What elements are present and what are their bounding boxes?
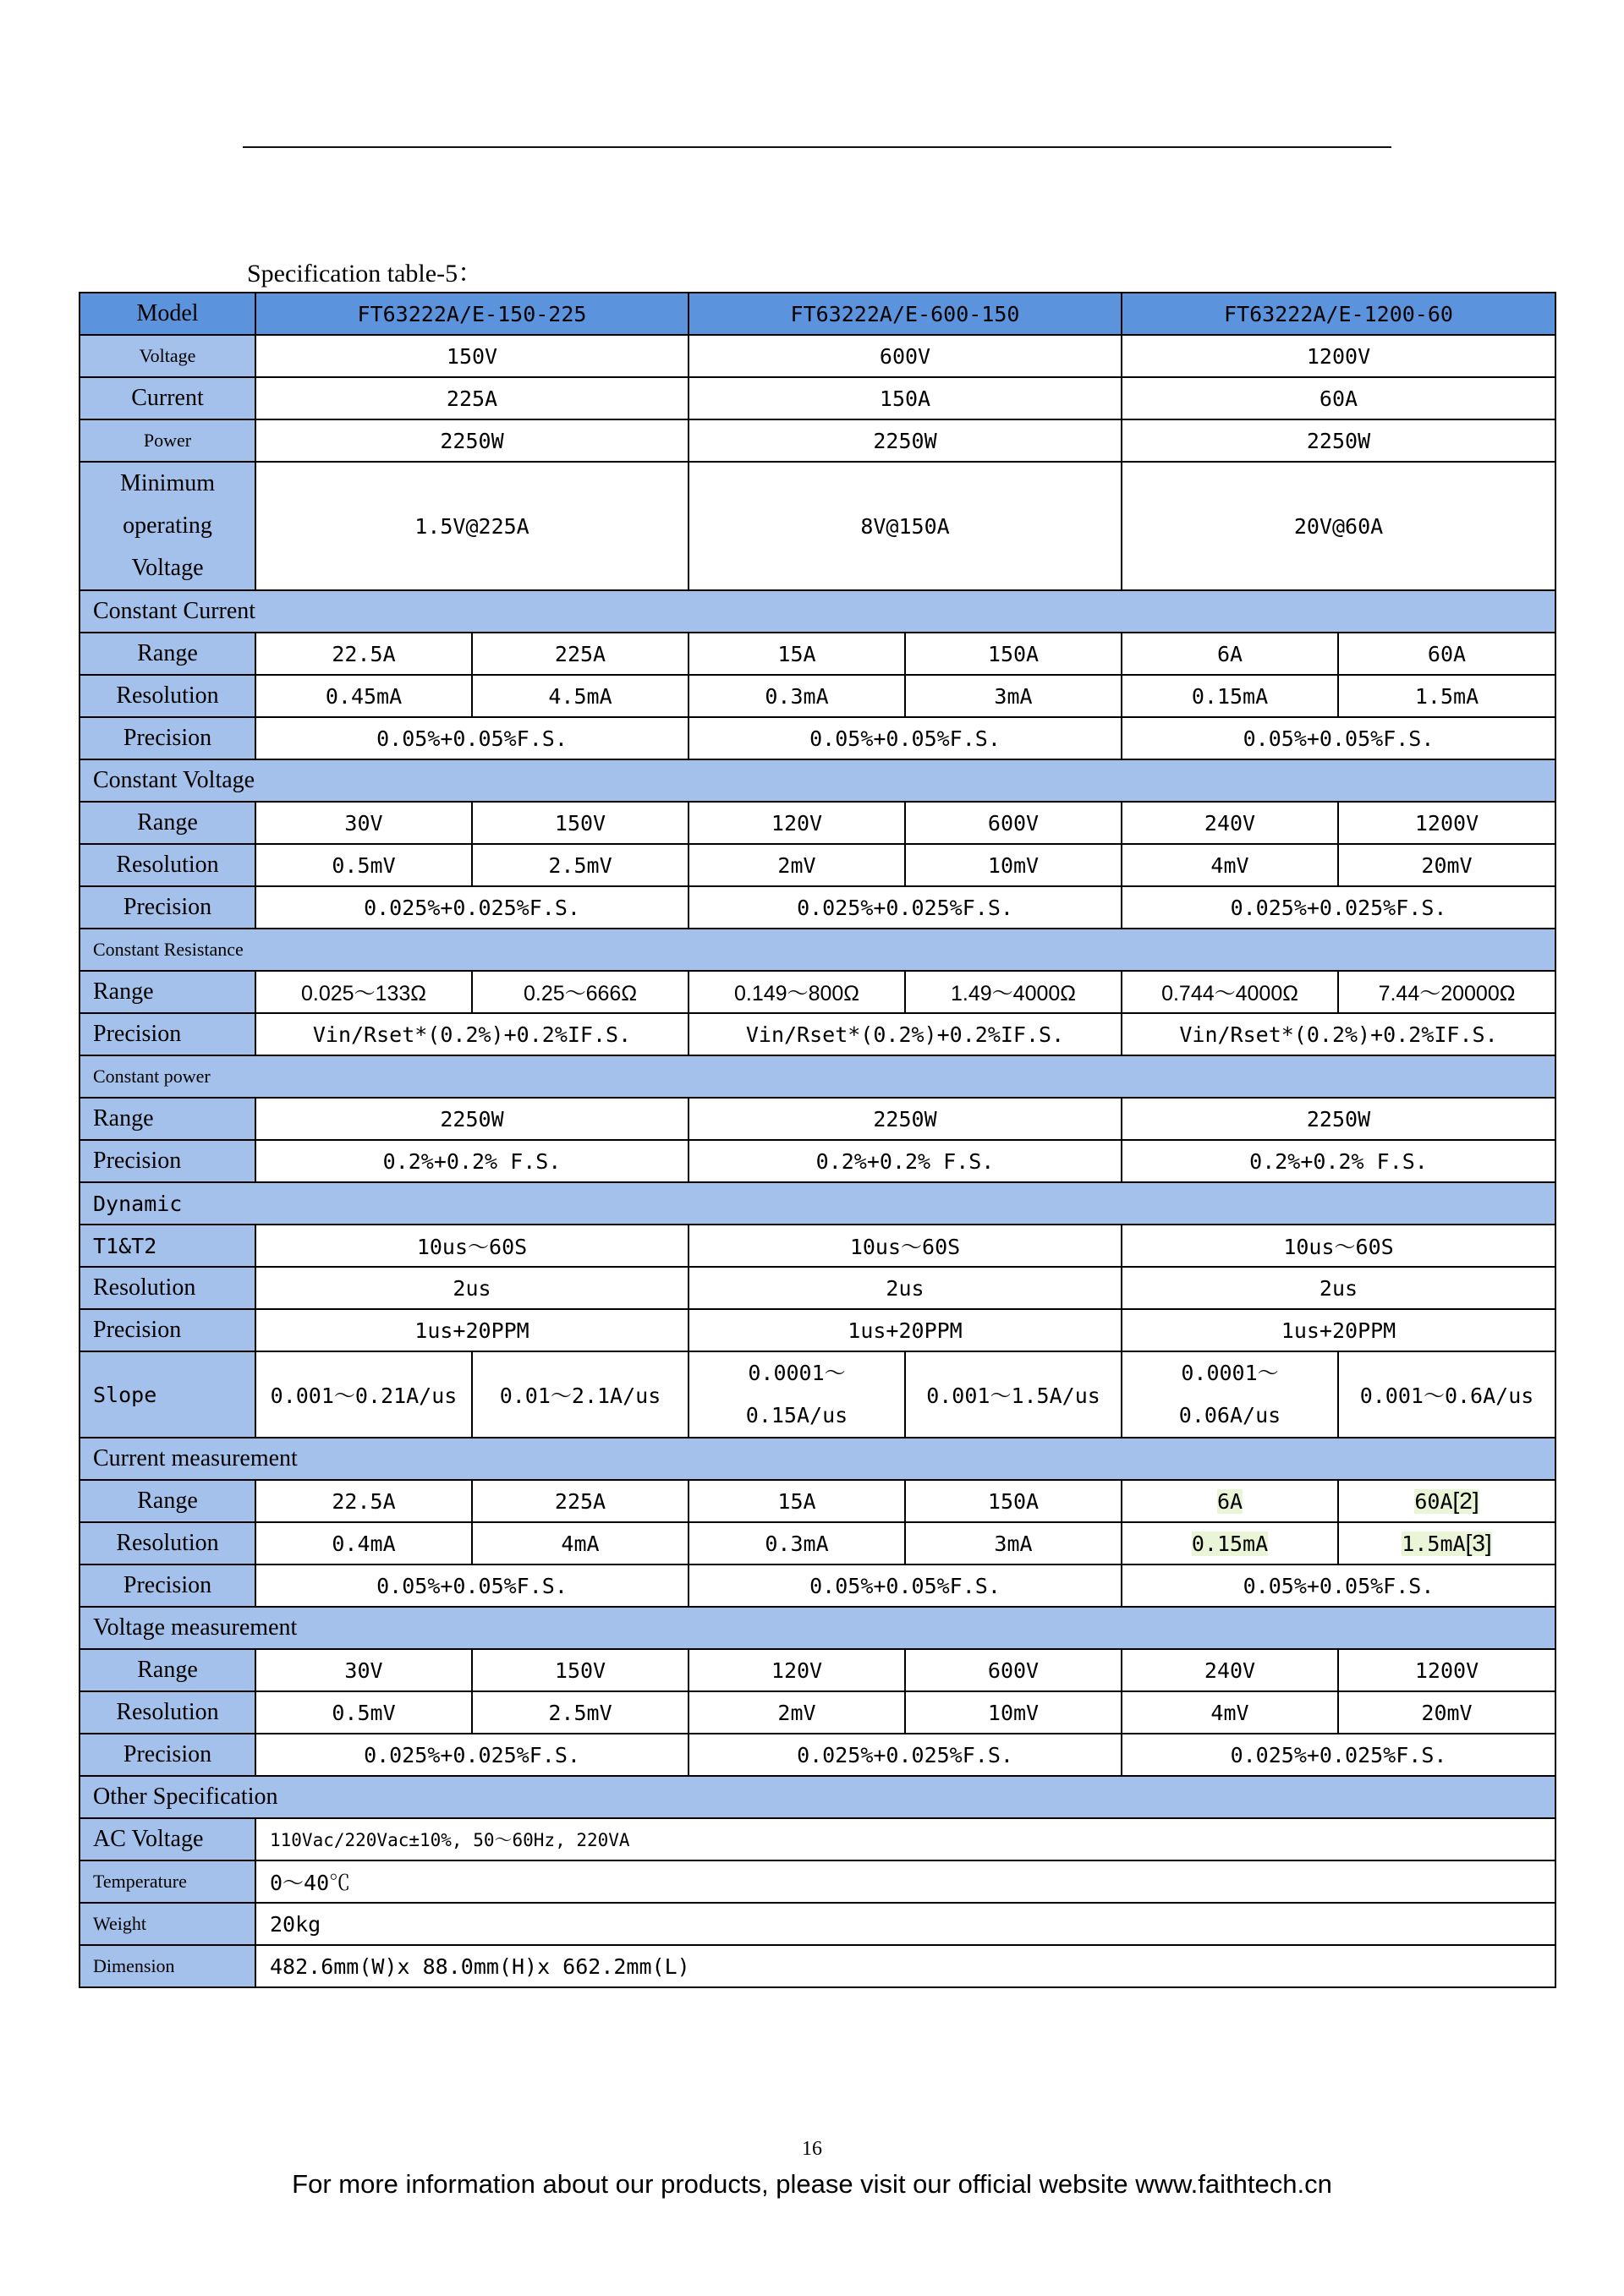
power-value: 2250W xyxy=(1122,419,1555,462)
table-row xyxy=(80,1351,1555,1438)
range-value: 30V xyxy=(255,802,472,844)
range-label: Range xyxy=(80,633,255,675)
range-value: 150V xyxy=(472,1649,689,1691)
t1t2-value: 10us～60S xyxy=(1122,1225,1555,1267)
ac-voltage-label: AC Voltage xyxy=(80,1818,255,1860)
range-value: 2250W xyxy=(1122,1098,1555,1140)
resolution-value: 2.5mV xyxy=(472,1691,689,1734)
range-value-text: 60A xyxy=(1414,1489,1453,1514)
range-value: 7.44～20000Ω xyxy=(1338,971,1555,1013)
resolution-label: Resolution xyxy=(80,844,255,886)
range-value: 1200V xyxy=(1338,1649,1555,1691)
table-row xyxy=(80,1691,1555,1734)
min-voltage-label-line: operating xyxy=(123,512,212,539)
min-voltage-value: 8V@150A xyxy=(689,462,1122,590)
range-value: 240V xyxy=(1122,802,1338,844)
resolution-value: 2.5mV xyxy=(472,844,689,886)
table-row xyxy=(80,886,1555,929)
table-caption: Specification table-5： xyxy=(247,260,484,288)
precision-value: 0.05%+0.05%F.S. xyxy=(689,717,1122,759)
range-value: 1200V xyxy=(1338,802,1555,844)
range-value: 0.025～133Ω xyxy=(255,971,472,1013)
resolution-value: 0.3mA xyxy=(689,1522,905,1564)
resolution-value: 1.5mA xyxy=(1338,675,1555,717)
table-row xyxy=(80,462,1555,590)
range-value: 150A xyxy=(905,1480,1122,1522)
precision-value: Vin/Rset*(0.2%)+0.2%IF.S. xyxy=(255,1013,689,1055)
resolution-value: 2us xyxy=(689,1267,1122,1309)
resolution-value: 0.5mV xyxy=(255,1691,472,1734)
precision-value: 0.05%+0.05%F.S. xyxy=(1122,1564,1555,1607)
resolution-value: 10mV xyxy=(905,844,1122,886)
table-row xyxy=(80,971,1555,1013)
precision-value: 1us+20PPM xyxy=(1122,1309,1555,1351)
resolution-value: 3mA xyxy=(905,1522,1122,1564)
section-header xyxy=(80,1776,1555,1818)
range-value-highlight xyxy=(1414,1489,1479,1514)
precision-value: 0.025%+0.025%F.S. xyxy=(1122,886,1555,929)
slope-value xyxy=(1122,1351,1338,1438)
current-value: 225A xyxy=(255,377,689,419)
section-title: Other Specification xyxy=(80,1776,1555,1818)
precision-value: 0.05%+0.05%F.S. xyxy=(255,717,689,759)
precision-value: 0.025%+0.025%F.S. xyxy=(689,1734,1122,1776)
model-name: FT63222A/E-150-225 xyxy=(255,293,689,335)
slope-value: 0.001～1.5A/us xyxy=(905,1351,1122,1438)
slope-value-line: 0.0001～ xyxy=(1181,1361,1279,1385)
resolution-value: 4mV xyxy=(1122,1691,1338,1734)
precision-value: 0.05%+0.05%F.S. xyxy=(689,1564,1122,1607)
resolution-value xyxy=(1338,1522,1555,1564)
resolution-value xyxy=(1122,1522,1338,1564)
t1t2-value: 10us～60S xyxy=(689,1225,1122,1267)
slope-label: Slope xyxy=(80,1351,255,1438)
dimension-value: 482.6mm(W)x 88.0mm(H)x 662.2mm(L) xyxy=(255,1945,1555,1987)
slope-value: 0.01～2.1A/us xyxy=(472,1351,689,1438)
slope-value xyxy=(689,1351,905,1438)
section-header xyxy=(80,1607,1555,1649)
table-row xyxy=(80,1140,1555,1182)
range-value-highlight: 6A xyxy=(1216,1488,1243,1514)
range-value: 240V xyxy=(1122,1649,1338,1691)
resolution-value: 2mV xyxy=(689,844,905,886)
range-value: 120V xyxy=(689,1649,905,1691)
table-row xyxy=(80,1860,1555,1903)
table-row xyxy=(80,1903,1555,1945)
table-row xyxy=(80,377,1555,419)
precision-label: Precision xyxy=(80,717,255,759)
weight-value: 20kg xyxy=(255,1903,1555,1945)
resolution-value-highlight xyxy=(1402,1532,1491,1556)
precision-value: 0.025%+0.025%F.S. xyxy=(255,1734,689,1776)
range-value: 600V xyxy=(905,1649,1122,1691)
section-title: Constant Current xyxy=(80,590,1555,633)
table-row xyxy=(80,802,1555,844)
temperature-value: 0～40℃ xyxy=(255,1860,1555,1903)
header-rule xyxy=(243,146,1391,148)
power-label: Power xyxy=(80,419,255,462)
precision-value: 0.2%+0.2% F.S. xyxy=(255,1140,689,1182)
resolution-value: 2us xyxy=(255,1267,689,1309)
range-value: 22.5A xyxy=(255,633,472,675)
range-label: Range xyxy=(80,1480,255,1522)
table-row xyxy=(80,1309,1555,1351)
voltage-value: 150V xyxy=(255,335,689,377)
weight-label: Weight xyxy=(80,1903,255,1945)
resolution-label: Resolution xyxy=(80,1522,255,1564)
precision-value: 0.025%+0.025%F.S. xyxy=(255,886,689,929)
resolution-value: 20mV xyxy=(1338,844,1555,886)
section-title: Voltage measurement xyxy=(80,1607,1555,1649)
resolution-value: 0.45mA xyxy=(255,675,472,717)
section-title: Dynamic xyxy=(80,1182,1555,1225)
precision-label: Precision xyxy=(80,886,255,929)
section-title: Constant power xyxy=(80,1055,1555,1098)
range-value: 150V xyxy=(472,802,689,844)
range-value: 0.149～800Ω xyxy=(689,971,905,1013)
footnote-ref: [3] xyxy=(1465,1530,1492,1556)
resolution-label: Resolution xyxy=(80,1691,255,1734)
range-value: 22.5A xyxy=(255,1480,472,1522)
range-value: 225A xyxy=(472,633,689,675)
model-label: Model xyxy=(80,293,255,335)
table-row xyxy=(80,675,1555,717)
range-value xyxy=(1338,1480,1555,1522)
section-header xyxy=(80,1182,1555,1225)
t1t2-value: 10us～60S xyxy=(255,1225,689,1267)
table-row xyxy=(80,1013,1555,1055)
resolution-value: 10mV xyxy=(905,1691,1122,1734)
table-row xyxy=(80,1734,1555,1776)
table-row xyxy=(80,1649,1555,1691)
range-label: Range xyxy=(80,971,255,1013)
section-title: Current measurement xyxy=(80,1438,1555,1480)
range-value: 15A xyxy=(689,1480,905,1522)
precision-value: 1us+20PPM xyxy=(689,1309,1122,1351)
resolution-label: Resolution xyxy=(80,675,255,717)
temperature-label: Temperature xyxy=(80,1860,255,1903)
resolution-value-text: 1.5mA xyxy=(1402,1532,1466,1556)
range-label: Range xyxy=(80,802,255,844)
range-value: 150A xyxy=(905,633,1122,675)
resolution-value: 0.3mA xyxy=(689,675,905,717)
slope-value-line: 0.0001～ xyxy=(748,1361,846,1385)
section-header xyxy=(80,1438,1555,1480)
range-value: 30V xyxy=(255,1649,472,1691)
resolution-value: 0.15mA xyxy=(1122,675,1338,717)
table-row xyxy=(80,335,1555,377)
range-value: 120V xyxy=(689,802,905,844)
precision-value: 0.05%+0.05%F.S. xyxy=(255,1564,689,1607)
precision-value: 0.025%+0.025%F.S. xyxy=(689,886,1122,929)
table-row xyxy=(80,1818,1555,1860)
precision-value: Vin/Rset*(0.2%)+0.2%IF.S. xyxy=(1122,1013,1555,1055)
range-value: 6A xyxy=(1122,633,1338,675)
range-value: 60A xyxy=(1338,633,1555,675)
slope-value: 0.001～0.6A/us xyxy=(1338,1351,1555,1438)
table-row xyxy=(80,419,1555,462)
current-value: 60A xyxy=(1122,377,1555,419)
power-value: 2250W xyxy=(689,419,1122,462)
precision-label: Precision xyxy=(80,1140,255,1182)
slope-value: 0.001～0.21A/us xyxy=(255,1351,472,1438)
resolution-value: 20mV xyxy=(1338,1691,1555,1734)
precision-value: 0.2%+0.2% F.S. xyxy=(689,1140,1122,1182)
min-voltage-value: 1.5V@225A xyxy=(255,462,689,590)
resolution-label: Resolution xyxy=(80,1267,255,1309)
table-row xyxy=(80,1480,1555,1522)
resolution-value: 3mA xyxy=(905,675,1122,717)
table-row xyxy=(80,293,1555,335)
voltage-label: Voltage xyxy=(80,335,255,377)
footnote-ref: [2] xyxy=(1452,1488,1479,1514)
page-number: 16 xyxy=(802,2138,822,2160)
section-header xyxy=(80,590,1555,633)
section-header xyxy=(80,1055,1555,1098)
table-row xyxy=(80,844,1555,886)
spec-table xyxy=(79,292,1556,1988)
precision-value: 0.2%+0.2% F.S. xyxy=(1122,1140,1555,1182)
table-row xyxy=(80,1564,1555,1607)
range-value: 1.49～4000Ω xyxy=(905,971,1122,1013)
table-row xyxy=(80,717,1555,759)
range-value: 2250W xyxy=(255,1098,689,1140)
t1t2-label: T1&T2 xyxy=(80,1225,255,1267)
precision-value: 0.025%+0.025%F.S. xyxy=(1122,1734,1555,1776)
section-header xyxy=(80,759,1555,802)
slope-value-line: 0.06A/us xyxy=(1178,1403,1281,1427)
resolution-value: 4mA xyxy=(472,1522,689,1564)
precision-value: Vin/Rset*(0.2%)+0.2%IF.S. xyxy=(689,1013,1122,1055)
table-row xyxy=(80,1522,1555,1564)
section-title: Constant Voltage xyxy=(80,759,1555,802)
resolution-value: 4mV xyxy=(1122,844,1338,886)
precision-value: 0.05%+0.05%F.S. xyxy=(1122,717,1555,759)
resolution-value: 0.5mV xyxy=(255,844,472,886)
resolution-value-highlight: 0.15mA xyxy=(1191,1531,1269,1556)
section-title: Constant Resistance xyxy=(80,929,1555,971)
range-value: 225A xyxy=(472,1480,689,1522)
table-row xyxy=(80,633,1555,675)
voltage-value: 1200V xyxy=(1122,335,1555,377)
power-value: 2250W xyxy=(255,419,689,462)
resolution-value: 0.4mA xyxy=(255,1522,472,1564)
range-value: 0.744～4000Ω xyxy=(1122,971,1338,1013)
voltage-value: 600V xyxy=(689,335,1122,377)
resolution-value: 2us xyxy=(1122,1267,1555,1309)
precision-label: Precision xyxy=(80,1734,255,1776)
dimension-label: Dimension xyxy=(80,1945,255,1987)
ac-voltage-value: 110Vac/220Vac±10%, 50～60Hz, 220VA xyxy=(255,1818,1555,1860)
range-value: 0.25～666Ω xyxy=(472,971,689,1013)
range-value: 2250W xyxy=(689,1098,1122,1140)
range-value xyxy=(1122,1480,1338,1522)
current-value: 150A xyxy=(689,377,1122,419)
min-voltage-label-line: Voltage xyxy=(131,555,204,581)
precision-label: Precision xyxy=(80,1309,255,1351)
current-label: Current xyxy=(80,377,255,419)
table-row xyxy=(80,1945,1555,1987)
min-voltage-value: 20V@60A xyxy=(1122,462,1555,590)
section-header xyxy=(80,929,1555,971)
resolution-value: 2mV xyxy=(689,1691,905,1734)
min-voltage-label xyxy=(80,462,255,590)
range-label: Range xyxy=(80,1098,255,1140)
resolution-value: 4.5mA xyxy=(472,675,689,717)
precision-value: 1us+20PPM xyxy=(255,1309,689,1351)
min-voltage-label-line: Minimum xyxy=(119,470,215,496)
range-value: 600V xyxy=(905,802,1122,844)
range-value: 15A xyxy=(689,633,905,675)
table-row xyxy=(80,1267,1555,1309)
precision-label: Precision xyxy=(80,1564,255,1607)
range-label: Range xyxy=(80,1649,255,1691)
precision-label: Precision xyxy=(80,1013,255,1055)
table-row xyxy=(80,1098,1555,1140)
table-row xyxy=(80,1225,1555,1267)
slope-value-line: 0.15A/us xyxy=(745,1403,848,1427)
model-name: FT63222A/E-1200-60 xyxy=(1122,293,1555,335)
footer-text: For more information about our products, please visit our official website www.faithtech.cn xyxy=(292,2169,1332,2199)
model-name: FT63222A/E-600-150 xyxy=(689,293,1122,335)
